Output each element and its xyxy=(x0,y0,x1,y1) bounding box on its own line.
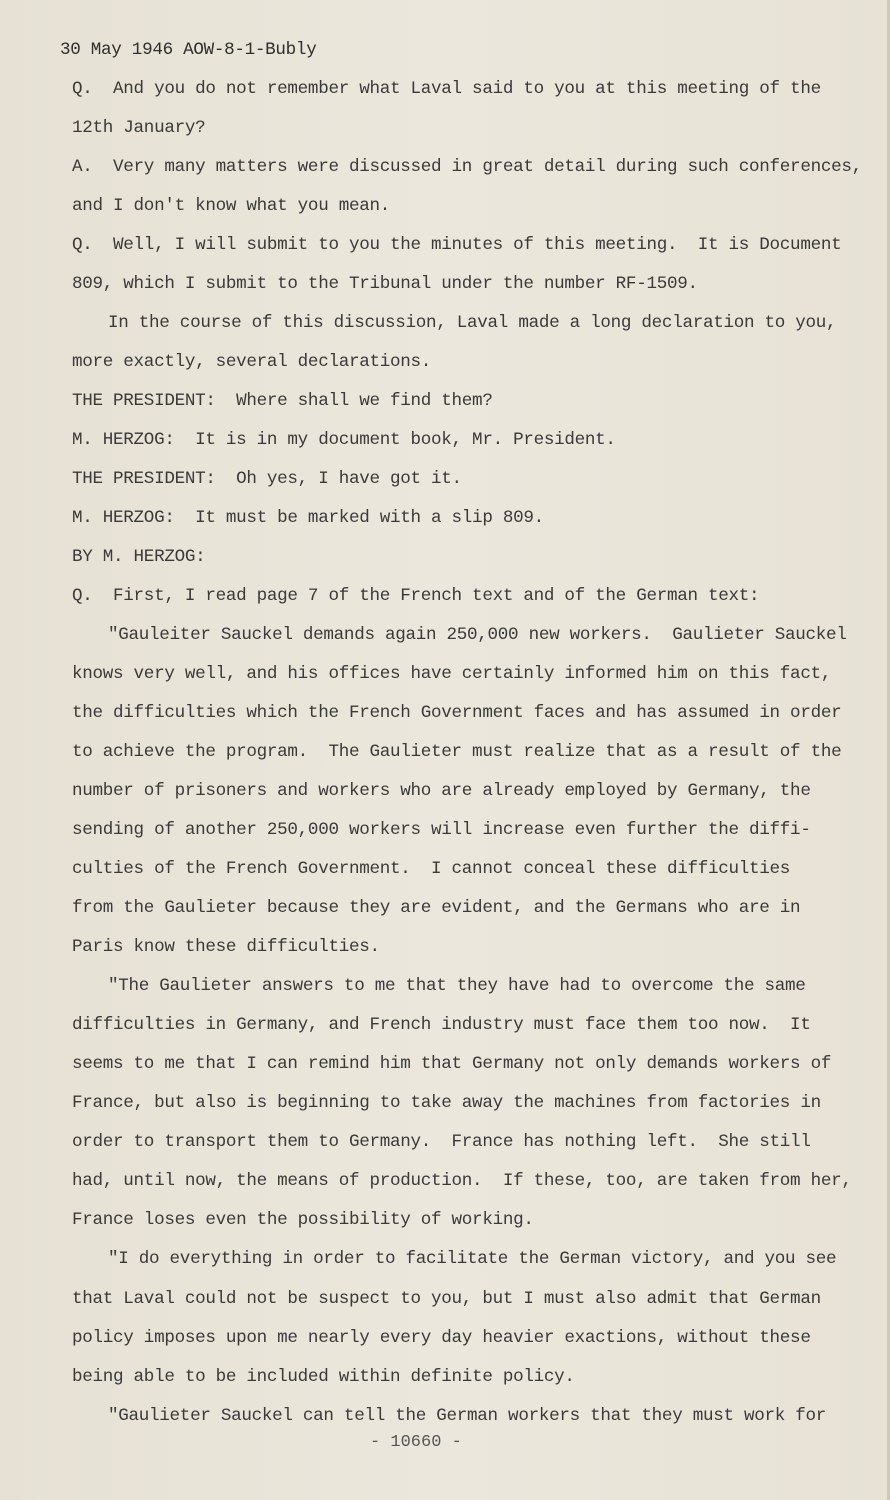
transcript-line: M. HERZOG: It is in my document book, Mr. President. xyxy=(72,430,616,451)
transcript-line: policy imposes upon me nearly every day heavier exactions, without these xyxy=(72,1327,811,1348)
transcript-line: THE PRESIDENT: Where shall we find them? xyxy=(72,391,493,412)
document-header: 30 May 1946 AOW-8-1-Bubly xyxy=(60,40,317,60)
transcript-line: THE PRESIDENT: Oh yes, I have got it. xyxy=(72,469,462,490)
transcript-line: Q. Well, I will submit to you the minutes of this meeting. It is Document xyxy=(72,235,842,256)
transcript-line: Paris know these difficulties. xyxy=(72,937,380,958)
transcript-line: order to transport them to Germany. France has nothing left. She still xyxy=(72,1132,811,1153)
transcript-line: France loses even the possibility of working. xyxy=(72,1210,534,1231)
transcript-line: number of prisoners and workers who are already employed by Germany, the xyxy=(72,781,811,802)
transcript-line: knows very well, and his offices have certainly informed him on this fact, xyxy=(72,664,832,685)
transcript-line: that Laval could not be suspect to you, but I must also admit that German xyxy=(72,1288,821,1309)
transcript-line: "I do everything in order to facilitate the German victory, and you see xyxy=(108,1249,837,1270)
transcript-line: being able to be included within definite policy. xyxy=(72,1366,575,1387)
transcript-line: In the course of this discussion, Laval made a long declaration to you, xyxy=(108,313,837,334)
transcript-line: 12th January? xyxy=(72,118,206,139)
transcript-line: more exactly, several declarations. xyxy=(72,352,432,373)
transcript-line: "Gaulieter Sauckel can tell the German workers that they must work for xyxy=(108,1405,827,1426)
transcript-line: BY M. HERZOG: xyxy=(72,547,206,568)
transcript-line: seems to me that I can remind him that Germany not only demands workers of xyxy=(72,1054,832,1075)
transcript-line: had, until now, the means of production. If these, too, are taken from her, xyxy=(72,1171,852,1192)
transcript-line: "Gauleiter Sauckel demands again 250,000 new workers. Gaulieter Sauckel xyxy=(108,625,847,646)
transcript-line: 809, which I submit to the Tribunal under the number RF-1509. xyxy=(72,274,698,295)
transcript-line: Q. First, I read page 7 of the French text and of the German text: xyxy=(72,586,760,607)
transcript-line: A. Very many matters were discussed in great detail during such conferences, xyxy=(72,157,862,178)
transcript-body xyxy=(60,31,862,1436)
transcript-line: "The Gaulieter answers to me that they have had to overcome the same xyxy=(108,976,806,997)
transcript-line: to achieve the program. The Gaulieter must realize that as a result of the xyxy=(72,742,842,763)
transcript-line: M. HERZOG: It must be marked with a slip 809. xyxy=(72,508,544,529)
transcript-line: France, but also is beginning to take away the machines from factories in xyxy=(72,1093,821,1114)
transcript-line: culties of the French Government. I cannot conceal these difficulties xyxy=(72,859,791,880)
transcript-line: from the Gaulieter because they are evident, and the Germans who are in xyxy=(72,898,801,919)
transcript-line: the difficulties which the French Government faces and has assumed in order xyxy=(72,703,842,724)
page-number: - 10660 - xyxy=(370,1433,462,1452)
transcript-line: and I don't know what you mean. xyxy=(72,196,390,217)
transcript-line: Q. And you do not remember what Laval said to you at this meeting of the xyxy=(72,79,821,100)
transcript-line: sending of another 250,000 workers will increase even further the diffi- xyxy=(72,820,811,841)
transcript-line: difficulties in Germany, and French industry must face them too now. It xyxy=(72,1015,811,1036)
